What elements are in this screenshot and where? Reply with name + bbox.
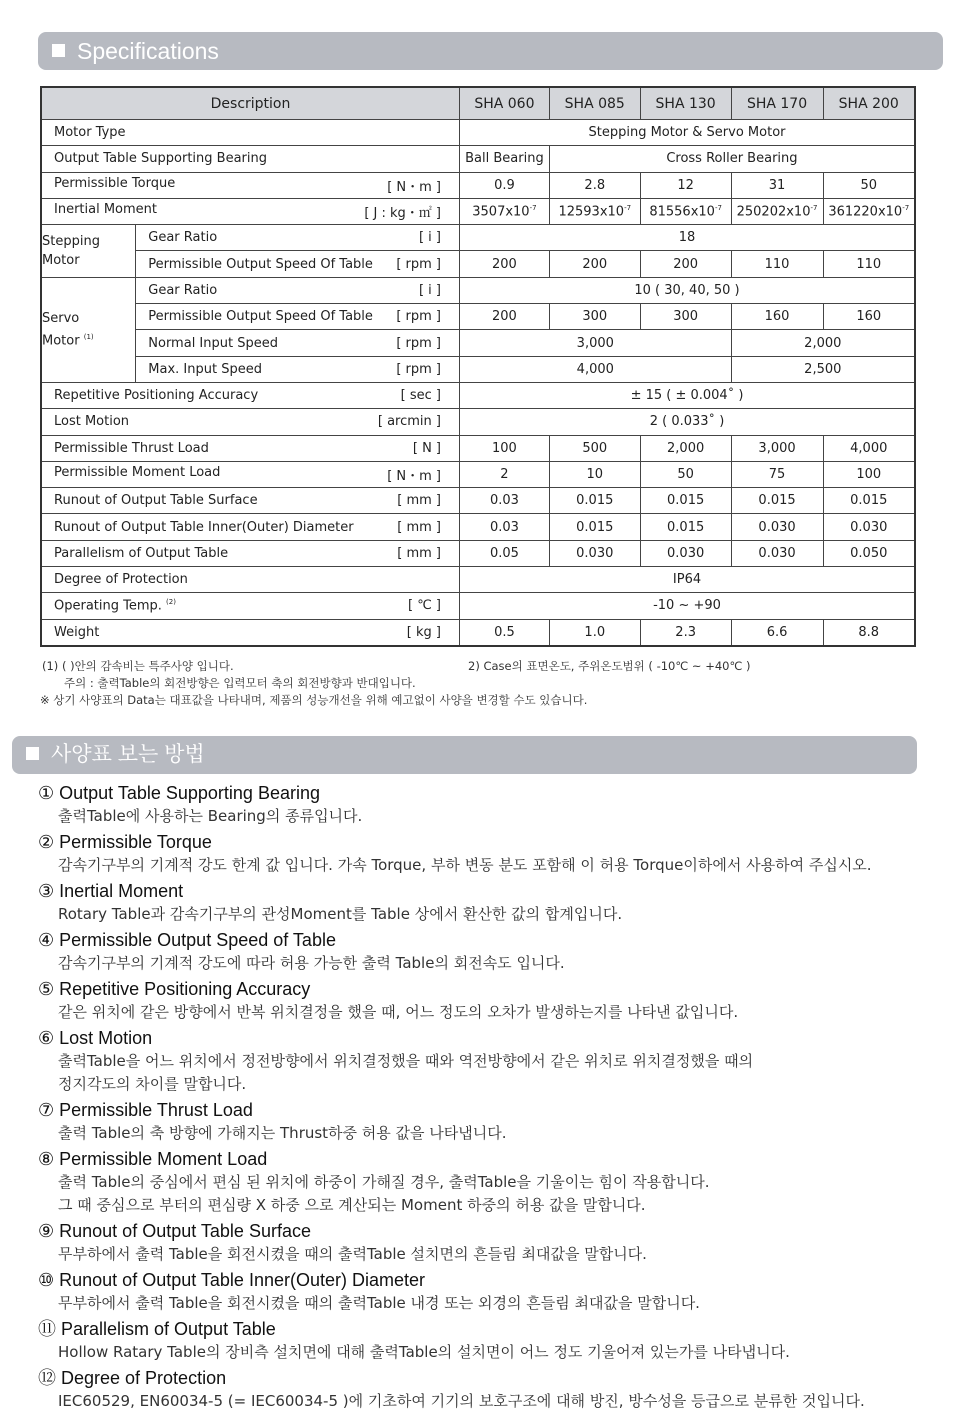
cell-value: ± 15 ( ± 0.004˚ ) [460, 382, 916, 408]
cell-value: 160 [823, 304, 915, 330]
note-3: 주의 : 출력Table의 회전방향은 입력모터 축의 회전방향과 반대입니다. [64, 676, 416, 690]
row-unit: [ N ] [412, 440, 441, 456]
table-row [41, 382, 915, 408]
guide-item-description: 출력Table에 사용하는 Bearing의 종류입니다. [58, 807, 363, 825]
cell-value: 200 [549, 251, 640, 277]
table-row [41, 304, 915, 330]
guide-list [38, 782, 938, 1416]
row-label: Runout of Output Table Inner(Outer) Diameter [54, 519, 354, 535]
row-unit: [ J : kg・㎡ ] [364, 206, 441, 222]
row-label: Repetitive Positioning Accuracy [54, 388, 259, 404]
guide-item-description: 그 때 중심으로 부터의 편심량 X 하중 으로 계산되는 Moment 하중의 허용 값을 말합니다. [58, 1196, 646, 1214]
row-label: Motor Type [54, 125, 126, 141]
cell-value: 2.3 [640, 619, 731, 646]
cell-value: 8.8 [823, 619, 915, 646]
cell-value: 31 [731, 172, 823, 198]
guide-item-description: IEC60529, EN60034-5 (= IEC60034-5 )에 기초하여 기기의 보호구조에 대해 방진, 방수성을 등급으로 분류한 것입니다. [58, 1392, 865, 1410]
row-unit: [ N・m ] [387, 469, 441, 484]
cell-value: $81556x10^{-7}$ [640, 198, 731, 224]
header-model: SHA 170 [731, 87, 823, 120]
guide-item-title: ⑧ Permissible Moment Load [38, 1149, 268, 1169]
cell-value: 160 [731, 304, 823, 330]
note-4: ※ 상기 사양표의 Data는 대표값을 나타내며, 제품의 성능개선을 위해 예고없이 사양을 변경할 수도 있습니다. [40, 693, 588, 707]
row-unit: [ mm ] [397, 519, 441, 535]
cell-value: Ball Bearing [460, 146, 550, 172]
list-item [38, 978, 938, 1024]
cell-value: 100 [460, 435, 550, 461]
cell-value: $3507x10^{-7}$ [460, 198, 550, 224]
cell-value: 200 [640, 251, 731, 277]
cell-value: 0.030 [731, 540, 823, 566]
row-label: Degree of Protection [54, 572, 188, 588]
cell-value: 110 [823, 251, 915, 277]
square-bullet-icon [52, 44, 65, 57]
group-servo-motor: Servo Motor $^{(1)}$ [41, 277, 136, 382]
cell-value: 200 [460, 251, 550, 277]
header-model: SHA 085 [549, 87, 640, 120]
guide-item-description: Hollow Ratary Table의 장비측 설치면에 대해 출력Table의 설치면이 어느 정도 기울어져 있는가를 나타냅니다. [58, 1343, 790, 1361]
row-label: Permissible Thrust Load [54, 440, 209, 456]
cell-value: 3,000 [460, 330, 732, 356]
table-row [41, 488, 915, 514]
guide-item-title: ⑩ Runout of Output Table Inner(Outer) Diameter [38, 1270, 425, 1290]
cell-value: 0.030 [823, 514, 915, 540]
guide-header-bar [12, 736, 917, 774]
cell-value: 2,000 [640, 435, 731, 461]
cell-value: 300 [640, 304, 731, 330]
cell-value: 0.05 [460, 540, 550, 566]
row-label: Lost Motion [54, 414, 130, 430]
guide-item-description: 출력Table을 어느 위치에서 정전방향에서 위치결정했을 때와 역전방향에서 같은 위치로 위치결정했을 때의 [58, 1052, 754, 1070]
guide-item-description: 같은 위치에 같은 방향에서 반복 위치결정을 했을 때, 어느 정도의 오차가 발생하는지를 나타낸 값입니다. [58, 1003, 739, 1021]
table-row [41, 277, 915, 303]
row-unit: [ rpm ] [396, 309, 441, 325]
guide-item-title: ⑦ Permissible Thrust Load [38, 1100, 253, 1120]
row-label: Permissible Output Speed Of Table [148, 256, 373, 272]
cell-value: 0.030 [731, 514, 823, 540]
cell-value: 3,000 [731, 435, 823, 461]
table-header-row [41, 87, 915, 120]
cell-value: 300 [549, 304, 640, 330]
table-row [41, 172, 915, 198]
row-unit: [ rpm ] [396, 335, 441, 351]
table-row [41, 356, 915, 382]
list-item [38, 831, 938, 877]
row-label: Gear Ratio [148, 230, 218, 246]
cell-value: 2,500 [731, 356, 915, 382]
cell-value: 0.015 [640, 514, 731, 540]
header-model: SHA 130 [640, 87, 731, 120]
row-label: Weight [54, 624, 100, 640]
guide-item-title: ① Output Table Supporting Bearing [38, 783, 320, 803]
guide-item-title: ⑪ Parallelism of Output Table [38, 1319, 276, 1339]
row-label: Parallelism of Output Table [54, 545, 229, 561]
note-1: (1) ( )안의 감속비는 특주사양 입니다. [42, 659, 234, 673]
table-row [41, 619, 915, 646]
cell-value: IP64 [460, 567, 916, 593]
table-row [41, 540, 915, 566]
cell-value: 0.050 [823, 540, 915, 566]
guide-item-title: ④ Permissible Output Speed of Table [38, 930, 336, 950]
guide-item-title: ⑨ Runout of Output Table Surface [38, 1221, 311, 1241]
table-row [41, 435, 915, 461]
guide-item-description: 감속기구부의 기계적 강도 한계 값 입니다. 가속 Torque, 부하 변동 분도 포함해 이 허용 Torque이하에서 사용하여 주십시오. [58, 856, 872, 874]
table-row [41, 251, 915, 277]
cell-value: 10 ( 30, 40, 50 ) [460, 277, 916, 303]
guide-item-description: 감속기구부의 기계적 강도에 따라 허용 가능한 출력 Table의 회전속도 입니다. [58, 954, 565, 972]
cell-value: 0.03 [460, 514, 550, 540]
cell-value: 75 [731, 461, 823, 487]
row-unit: [ rpm ] [396, 256, 441, 272]
row-unit: [ arcmin ] [377, 414, 441, 430]
row-label: Permissible Moment Load [54, 465, 221, 480]
cell-value: 4,000 [823, 435, 915, 461]
row-unit: [ kg ] [406, 624, 441, 640]
cell-value: 12 [640, 172, 731, 198]
list-item [38, 880, 938, 926]
cell-value: 100 [823, 461, 915, 487]
guide-item-title: ③ Inertial Moment [38, 881, 184, 901]
cell-value: 0.015 [823, 488, 915, 514]
guide-item-description: 출력 Table의 중심에서 편심 된 위치에 하중이 가해질 경우, 출력Table을 기울이는 힘이 작용합니다. [58, 1173, 710, 1191]
group-stepping-motor: Stepping Motor [41, 225, 136, 278]
row-label: Max. Input Speed [148, 361, 262, 377]
row-unit: [ N・m ] [387, 179, 441, 195]
table-row [41, 330, 915, 356]
row-unit: [ sec ] [400, 388, 441, 404]
list-item [38, 1318, 938, 1364]
row-unit: [ mm ] [397, 545, 441, 561]
table-row [41, 225, 915, 251]
row-unit: [ mm ] [397, 493, 441, 509]
guide-item-title: ⑥ Lost Motion [38, 1028, 153, 1048]
cell-value: 0.015 [640, 488, 731, 514]
specifications-table [40, 86, 916, 647]
list-item [38, 1269, 938, 1315]
row-unit: [ rpm ] [396, 361, 441, 377]
cell-value: 0.030 [640, 540, 731, 566]
guide-title: 사양표 보는 방법 [51, 743, 205, 766]
guide-item-description: 무부하에서 출력 Table을 회전시켰을 때의 출력Table 내경 또는 외경의 흔들림 최대값을 말합니다. [58, 1294, 700, 1312]
header-model: SHA 060 [460, 87, 550, 120]
list-item [38, 1220, 938, 1266]
cell-value: 200 [460, 304, 550, 330]
cell-value: 500 [549, 435, 640, 461]
guide-item-description: 정지각도의 차이를 말합니다. [58, 1075, 247, 1093]
list-item [38, 1099, 938, 1145]
cell-value: -10 ~ +90 [460, 593, 916, 619]
guide-item-description: Rotary Table과 감속기구부의 관성Moment를 Table 상에서 환산한 값의 합계입니다. [58, 905, 623, 923]
table-row [41, 198, 915, 224]
note-2: 2) Case의 표면온도, 주위온도범위 ( -10℃ ~ +40℃ ) [468, 659, 751, 673]
table-row [41, 514, 915, 540]
cell-value: 6.6 [731, 619, 823, 646]
cell-value: 0.9 [460, 172, 550, 198]
table-row [41, 146, 915, 172]
list-item [38, 1367, 938, 1413]
header-description: Description [41, 87, 460, 120]
row-label: Inertial Moment [54, 202, 158, 218]
cell-value: 2 [460, 461, 550, 487]
row-label: Output Table Supporting Bearing [54, 151, 267, 167]
specifications-header-bar [38, 32, 943, 70]
guide-item-description: 무부하에서 출력 Table을 회전시켰을 때의 출력Table 설치면의 흔들림 최대값을 말합니다. [58, 1245, 647, 1263]
list-item [38, 1027, 938, 1096]
list-item [38, 782, 938, 828]
cell-value: 50 [823, 172, 915, 198]
table-notes [40, 658, 751, 709]
cell-value: $361220x10^{-7}$ [823, 198, 915, 224]
row-label: Permissible Output Speed Of Table [148, 309, 373, 325]
cell-value: Cross Roller Bearing [549, 146, 915, 172]
cell-value: 0.030 [549, 540, 640, 566]
cell-value: 0.015 [549, 514, 640, 540]
cell-value: 0.5 [460, 619, 550, 646]
cell-value: 1.0 [549, 619, 640, 646]
cell-value: 18 [460, 225, 916, 251]
cell-value: 2 ( 0.033˚ ) [460, 409, 916, 435]
guide-item-description: 출력 Table의 축 방향에 가해지는 Thrust하중 허용 값을 나타냅니다. [58, 1124, 507, 1142]
list-item [38, 929, 938, 975]
cell-value: 4,000 [460, 356, 732, 382]
square-bullet-icon [26, 747, 39, 760]
row-label: Runout of Output Table Surface [54, 493, 258, 509]
cell-value: 2,000 [731, 330, 915, 356]
row-label: Gear Ratio [148, 282, 218, 298]
cell-value: 0.015 [549, 488, 640, 514]
row-label: Normal Input Speed [148, 335, 278, 351]
guide-item-title: ② Permissible Torque [38, 832, 212, 852]
cell-value: 0.015 [731, 488, 823, 514]
guide-item-title: ⑫ Degree of Protection [38, 1368, 227, 1388]
row-unit: [ i ] [418, 230, 441, 246]
cell-value: 50 [640, 461, 731, 487]
row-label: Operating Temp. $^{(2)}$ [54, 598, 176, 614]
specifications-title: Specifications [77, 38, 219, 64]
cell-value: 2.8 [549, 172, 640, 198]
table-row [41, 593, 915, 619]
guide-item-title: ⑤ Repetitive Positioning Accuracy [38, 979, 311, 999]
cell-value: 0.03 [460, 488, 550, 514]
header-model: SHA 200 [823, 87, 915, 120]
list-item [38, 1148, 938, 1217]
row-unit: [ i ] [418, 282, 441, 298]
table-row [41, 567, 915, 593]
table-row [41, 120, 915, 146]
row-unit: [ ℃ ] [407, 598, 441, 614]
cell-value: $250202x10^{-7}$ [731, 198, 823, 224]
row-label: Permissible Torque [54, 175, 176, 191]
table-row [41, 461, 915, 487]
cell-value: 10 [549, 461, 640, 487]
table-row [41, 409, 915, 435]
cell-value: Stepping Motor & Servo Motor [460, 120, 916, 146]
cell-value: $12593x10^{-7}$ [549, 198, 640, 224]
cell-value: 110 [731, 251, 823, 277]
